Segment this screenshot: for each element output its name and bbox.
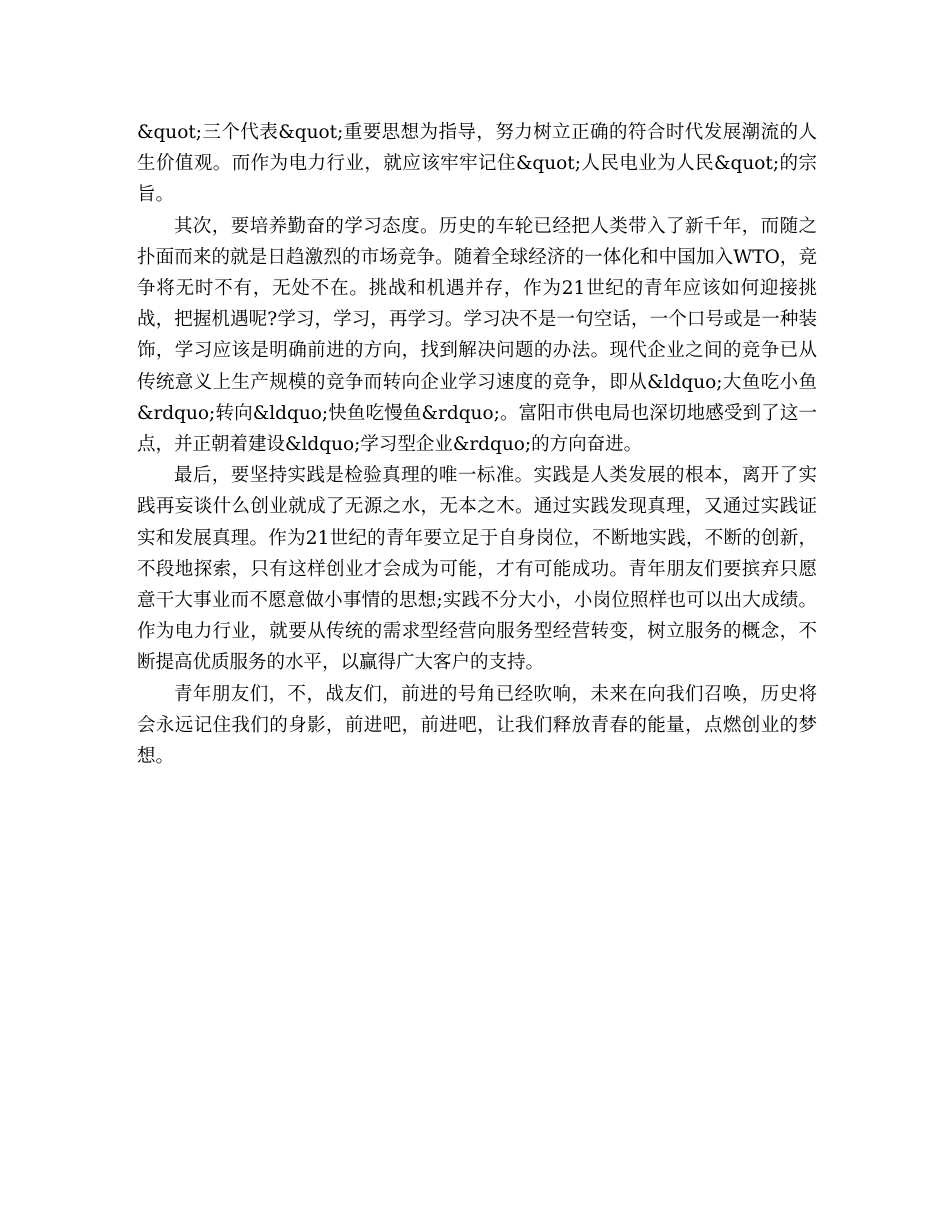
paragraph-4: 青年朋友们，不，战友们，前进的号角已经吹响，未来在向我们召唤，历史将会永远记住我们的身影，前进吧，前进吧，让我们释放青春的能量，点燃创业的梦想。 xyxy=(137,683,817,768)
paragraph-3: 最后，要坚持实践是检验真理的唯一标准。实践是人类发展的根本，离开了实践再妄谈什么创业就成了无源之水，无本之木。通过实践发现真理，又通过实践证实和发展真理。作为21世纪的青年要立足于自身岗位，不断地实践，不断的创新，不段地探索，只有这样创业才会成为可能，才有可能成功。青年朋友们要摈弃只愿意干大事业而不愿意做小事情的思想;实践不分大小，小岗位照样也可以出大成绩。作为电力行业，就要从传统的需求型经营向服务型经营转变，树立服务的概念，不断提高优质服务的水平，以赢得广大客户的支持。 xyxy=(137,465,817,674)
paragraph-2: 其次，要培养勤奋的学习态度。历史的车轮已经把人类带入了新千年，而随之扑面而来的就是日趋激烈的市场竞争。随着全球经济的一体化和中国加入WTO，竞争将无时不有，无处不在。挑战和机遇并存，作为21世纪的青年应该如何迎接挑战，把握机遇呢?学习，学习，再学习。学习决不是一句空话，一个口号或是一种装饰，学习应该是明确前进的方向，找到解决问题的办法。现代企业之间的竞争已从传统意义上生产规模的竞争而转向企业学习速度的竞争，即从&ldquo;大鱼吃小鱼&rdquo;转向&ldquo;快鱼吃慢鱼&rdquo;。富阳市供电局也深切地感受到了这一点，并正朝着建设&ldquo;学习型企业&rdquo;的方向奋进。 xyxy=(137,215,817,456)
paragraph-1: &quot;三个代表&quot;重要思想为指导，努力树立正确的符合时代发展潮流的人生价值观。而作为电力行业，就应该牢牢记住&quot;人民电业为人民&quot;的宗旨。 xyxy=(137,122,817,206)
document-body xyxy=(137,117,817,772)
